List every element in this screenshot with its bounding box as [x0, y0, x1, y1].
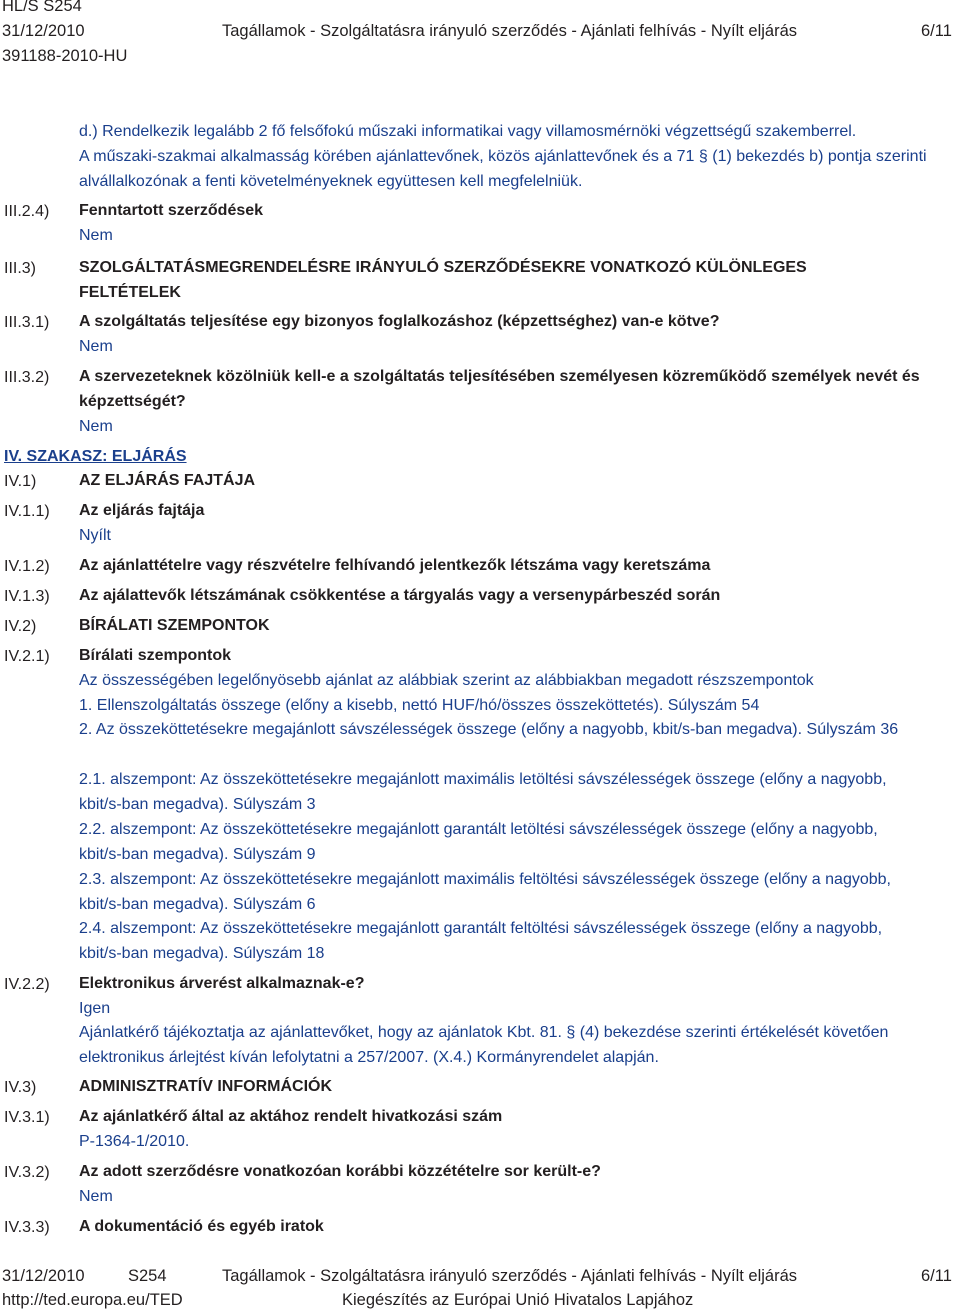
page-footer [0, 1262, 960, 1311]
section-label: IV.2.2) [4, 976, 50, 993]
criteria-line: 2.1. alszempont: Az összeköttetésekre megajánlott maximális letöltési sávszélességek összege (előny a nagyobb, kbit/s-ban megadva). Súlyszám 3 [79, 771, 887, 813]
requirement-d: d.) Rendelkezik legalább 2 fő felsőfokú műszaki informatikai vagy villamosmérnöki végzettségű szakemberrel. [79, 123, 857, 140]
section-label: IV.3.2) [4, 1164, 50, 1181]
criteria-line: 2.4. alszempont: Az összeköttetésekre megajánlott garantált feltöltési sávszélességek összege (előny a nagyobb, kbit/s-ban megadva). Súlyszám 18 [79, 920, 883, 962]
header-date: 31/12/2010 [2, 22, 85, 40]
section-heading: BÍRÁLATI SZEMPONTOK [79, 617, 270, 634]
footer-publication: Kiegészítés az Európai Unió Hivatalos Lapjához [342, 1291, 694, 1309]
section-heading: Az ajánlattételre vagy részvételre felhívandó jelentkezők létszáma vagy keretszáma [79, 557, 711, 574]
footer-code: S254 [128, 1267, 167, 1285]
section-heading: Az eljárás fajtája [79, 502, 205, 519]
criteria-line: 2. Az összeköttetésekre megajánlott sávszélességek összege (előny a nagyobb, kbit/s-ban megadva). Súlyszám 36 [79, 721, 899, 738]
header-reference: 391188-2010-HU [2, 47, 128, 65]
section-label: IV.3.1) [4, 1109, 50, 1126]
section-label: III.2.4) [4, 203, 50, 220]
section-heading: SZOLGÁLTATÁSMEGRENDELÉSRE IRÁNYULÓ SZERZŐDÉSEKRE VONATKOZÓ KÜLÖNLEGES FELTÉTELEK [79, 259, 807, 301]
section-label: IV.1) [4, 473, 37, 490]
section-value: Nem [79, 227, 113, 244]
section-label: IV.1.1) [4, 503, 50, 520]
section-heading: A szervezeteknek közölniük kell-e a szolgáltatás teljesítésében személyesen közreműködő személyek nevét és képzettségét? [79, 368, 920, 410]
section-value: Nem [79, 418, 113, 435]
section-iv-title: IV. SZAKASZ: ELJÁRÁS [4, 448, 187, 465]
section-heading: A szolgáltatás teljesítése egy bizonyos foglalkozáshoz (képzettséghez) van-e kötve? [79, 313, 720, 330]
section-heading: Az ajánlatkérő által az aktához rendelt hivatkozási szám [79, 1108, 503, 1125]
section-heading: Fenntartott szerződések [79, 202, 264, 219]
suitability-note: A műszaki-szakmai alkalmasság körében ajánlattevőnek, közös ajánlattevőnek és a 71 § (1) bekezdés b) pontja szerinti alvállalkozónak a fenti követelményeknek együttesen kell megfelelniük. [79, 148, 927, 190]
section-label: IV.1.3) [4, 588, 50, 605]
header-title: Tagállamok - Szolgáltatásra irányuló szerződés - Ajánlati felhívás - Nyílt eljárás [222, 22, 798, 40]
section-label: IV.3.3) [4, 1219, 50, 1236]
section-heading: Elektronikus árverést alkalmaznak-e? [79, 975, 365, 992]
criteria-line: 1. Ellenszolgáltatás összege (előny a kisebb, nettó HUF/hó/összes összeköttetés). Súlyszám 54 [79, 697, 760, 714]
criteria-line: 2.2. alszempont: Az összeköttetésekre megajánlott garantált letöltési sávszélességek összege (előny a nagyobb, kbit/s-ban megadva). Súlyszám 9 [79, 821, 878, 863]
section-label: IV.3) [4, 1079, 37, 1096]
section-label: III.3) [4, 260, 37, 277]
footer-url[interactable]: http://ted.europa.eu/TED [2, 1291, 183, 1309]
header-page-number: 6/11 [921, 22, 952, 40]
page-header [0, 0, 960, 70]
section-label: IV.2.1) [4, 648, 50, 665]
section-heading: ADMINISZTRATÍV INFORMÁCIÓK [79, 1078, 333, 1095]
section-heading: Bírálati szempontok [79, 647, 232, 664]
section-heading: AZ ELJÁRÁS FAJTÁJA [79, 472, 256, 489]
criteria-line: Az összességében legelőnyösebb ajánlat az alábbiak szerint az alábbiakban megadott részszempontok [79, 672, 814, 689]
section-value: Nem [79, 338, 113, 355]
section-label: III.3.1) [4, 314, 50, 331]
footer-date: 31/12/2010 [2, 1267, 85, 1285]
criteria-line: 2.3. alszempont: Az összeköttetésekre megajánlott maximális feltöltési sávszélességek összege (előny a nagyobb, kbit/s-ban megadva). Súlyszám 6 [79, 871, 891, 913]
section-heading: Az adott szerződésre vonatkozóan korábbi közzétételre sor került-e? [79, 1163, 601, 1180]
section-value: Nyílt [79, 527, 111, 544]
auction-note: Ajánlatkérő tájékoztatja az ajánlattevőket, hogy az ajánlatok Kbt. 81. § (4) bekezdése szerinti értékelését követően elektronikus árlejtést kíván lefolytatni a 257/2007. (X.4.) Kormányrendelet alapján. [79, 1024, 889, 1066]
section-value: P-1364-1/2010. [79, 1133, 190, 1150]
footer-page-number: 6/11 [921, 1267, 952, 1285]
section-label: IV.1.2) [4, 558, 50, 575]
section-label: III.3.2) [4, 369, 50, 386]
section-value: Nem [79, 1188, 113, 1205]
footer-title: Tagállamok - Szolgáltatásra irányuló szerződés - Ajánlati felhívás - Nyílt eljárás [222, 1267, 798, 1285]
section-heading: A dokumentáció és egyéb iratok [79, 1218, 324, 1235]
doc-code: HL/S S254 [2, 0, 82, 15]
section-value: Igen [79, 1000, 111, 1017]
section-heading: Az ajálattevők létszámának csökkentése a tárgyalás vagy a versenypárbeszéd során [79, 587, 721, 604]
section-label: IV.2) [4, 618, 37, 635]
